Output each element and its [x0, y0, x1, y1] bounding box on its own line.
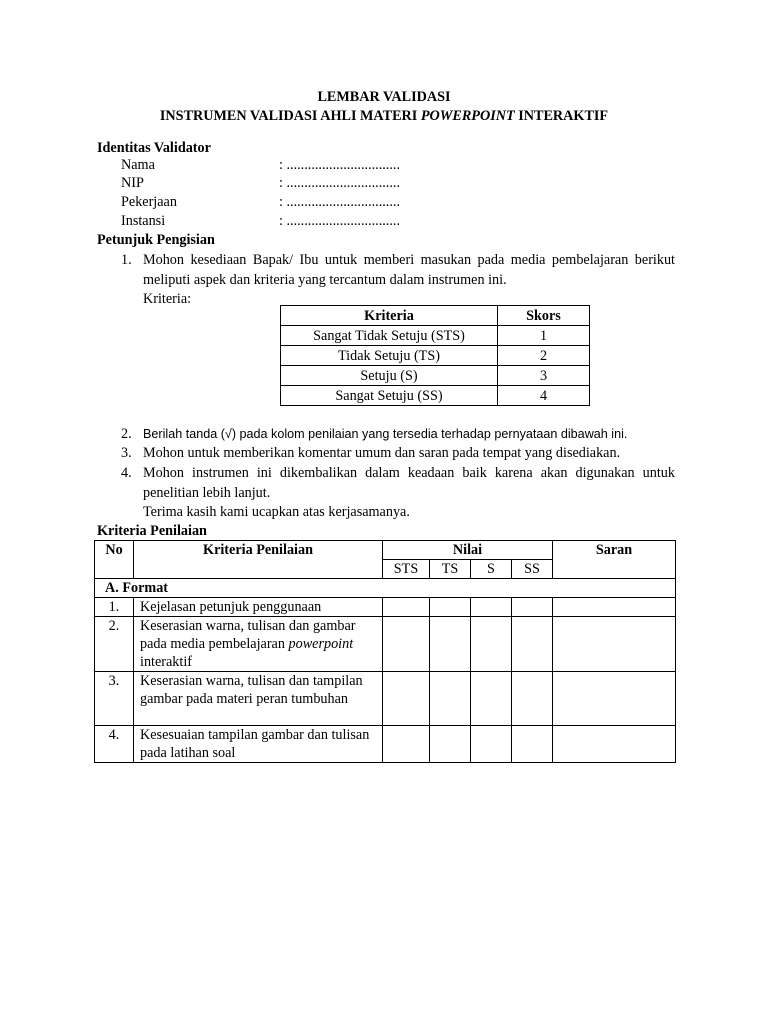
- table-row: [95, 672, 676, 726]
- score-table: [280, 305, 590, 406]
- score-cell-s[interactable]: [471, 617, 512, 672]
- table-row: [281, 386, 590, 406]
- instruction-1-subtext: Kriteria:: [143, 291, 192, 307]
- score-value-cell: 2: [498, 346, 590, 366]
- header-s: S: [471, 560, 512, 579]
- identity-label-nip: NIP: [121, 175, 144, 191]
- identity-label-nama: Nama: [121, 157, 155, 173]
- identity-heading: Identitas Validator: [97, 140, 211, 156]
- instruction-4-number: 4.: [121, 465, 132, 481]
- score-kriteria-cell: Sangat Tidak Setuju (STS): [281, 326, 498, 346]
- thanks-text: Terima kasih kami ucapkan atas kerjasamanya.: [143, 504, 410, 520]
- row-criteria-tail: interaktif: [140, 654, 192, 670]
- title-line-1: LEMBAR VALIDASI: [317, 89, 451, 105]
- row-criteria-main: Keserasian warna, tulisan dan gambar pada media pembelajaran: [140, 618, 356, 652]
- header-saran: Saran: [553, 541, 676, 579]
- row-number: 3.: [95, 672, 134, 726]
- instruction-3-text: Mohon untuk memberikan komentar umum dan saran pada tempat yang disediakan.: [143, 445, 621, 461]
- row-criteria-text: Kejelasan petunjuk penggunaan: [134, 598, 383, 617]
- score-cell-ts[interactable]: [430, 617, 471, 672]
- saran-cell[interactable]: [553, 598, 676, 617]
- score-cell-sts[interactable]: [383, 598, 430, 617]
- instruction-1-text: Mohon kesediaan Bapak/ Ibu untuk memberi masukan pada media pembelajaran berikut meliputi aspek dan kriteria yang tercantum dalam instrumen ini.: [143, 252, 675, 288]
- section-row: [95, 579, 676, 598]
- identity-label-instansi: Instansi: [121, 213, 166, 229]
- table-row: [95, 726, 676, 763]
- identity-value-nama: : ................................: [279, 157, 400, 173]
- identity-value-nip: : ................................: [279, 175, 400, 191]
- row-criteria-text: Keserasian warna, tulisan dan tampilan gambar pada materi peran tumbuhan: [134, 672, 383, 726]
- table-row: [281, 346, 590, 366]
- header-kriteria: Kriteria Penilaian: [134, 541, 383, 579]
- score-cell-sts[interactable]: [383, 617, 430, 672]
- title-line-2: [0, 107, 768, 125]
- table-row: [281, 366, 590, 386]
- score-cell-ss[interactable]: [512, 726, 553, 763]
- score-cell-sts[interactable]: [383, 672, 430, 726]
- row-number: 2.: [95, 617, 134, 672]
- score-cell-sts[interactable]: [383, 726, 430, 763]
- saran-cell[interactable]: [553, 726, 676, 763]
- title-suffix: INTERAKTIF: [514, 108, 609, 124]
- score-header-skors: Skors: [498, 306, 590, 326]
- score-table-header: [281, 306, 590, 326]
- criteria-heading: Kriteria Penilaian: [97, 523, 207, 539]
- score-cell-ss[interactable]: [512, 617, 553, 672]
- table-row: [95, 598, 676, 617]
- header-ts: TS: [430, 560, 471, 579]
- saran-cell[interactable]: [553, 617, 676, 672]
- row-number: 4.: [95, 726, 134, 763]
- header-no: No: [95, 541, 134, 579]
- instructions-heading: Petunjuk Pengisian: [97, 232, 215, 248]
- score-cell-s[interactable]: [471, 726, 512, 763]
- table-row: [95, 617, 676, 672]
- instruction-4-text: Mohon instrumen ini dikembalikan dalam keadaan baik karena akan digunakan untuk penelitian lebih lanjut.: [143, 465, 675, 501]
- instruction-3-number: 3.: [121, 445, 132, 461]
- row-criteria-text: Kesesuaian tampilan gambar dan tulisan pada latihan soal: [134, 726, 383, 763]
- score-value-cell: 4: [498, 386, 590, 406]
- score-cell-s[interactable]: [471, 598, 512, 617]
- score-cell-ts[interactable]: [430, 726, 471, 763]
- saran-cell[interactable]: [553, 672, 676, 726]
- identity-label-pekerjaan: Pekerjaan: [121, 194, 177, 210]
- score-cell-ts[interactable]: [430, 672, 471, 726]
- row-number: 1.: [95, 598, 134, 617]
- header-sts: STS: [383, 560, 430, 579]
- score-value-cell: 1: [498, 326, 590, 346]
- score-kriteria-cell: Sangat Setuju (SS): [281, 386, 498, 406]
- criteria-header-row: [95, 541, 676, 560]
- identity-value-pekerjaan: : ................................: [279, 194, 400, 210]
- section-a-format: A. Format: [95, 579, 676, 598]
- score-value-cell: 3: [498, 366, 590, 386]
- instruction-2-text: Berilah tanda (√) pada kolom penilaian yang tersedia terhadap pernyataan dibawah ini.: [143, 427, 628, 441]
- criteria-table: [94, 540, 676, 763]
- table-row: [281, 326, 590, 346]
- instruction-2-number: 2.: [121, 426, 132, 442]
- score-cell-s[interactable]: [471, 672, 512, 726]
- score-kriteria-cell: Tidak Setuju (TS): [281, 346, 498, 366]
- score-cell-ts[interactable]: [430, 598, 471, 617]
- row-criteria-text: [134, 617, 383, 672]
- header-nilai: Nilai: [383, 541, 553, 560]
- instruction-1-number: 1.: [121, 252, 132, 268]
- identity-value-instansi: : ................................: [279, 213, 400, 229]
- score-cell-ss[interactable]: [512, 598, 553, 617]
- score-header-kriteria: Kriteria: [281, 306, 498, 326]
- title-italic: POWERPOINT: [420, 108, 515, 124]
- score-kriteria-cell: Setuju (S): [281, 366, 498, 386]
- header-ss: SS: [512, 560, 553, 579]
- title-prefix: INSTRUMEN VALIDASI AHLI MATERI: [159, 108, 421, 124]
- score-cell-ss[interactable]: [512, 672, 553, 726]
- row-criteria-italic: powerpoint: [288, 636, 354, 652]
